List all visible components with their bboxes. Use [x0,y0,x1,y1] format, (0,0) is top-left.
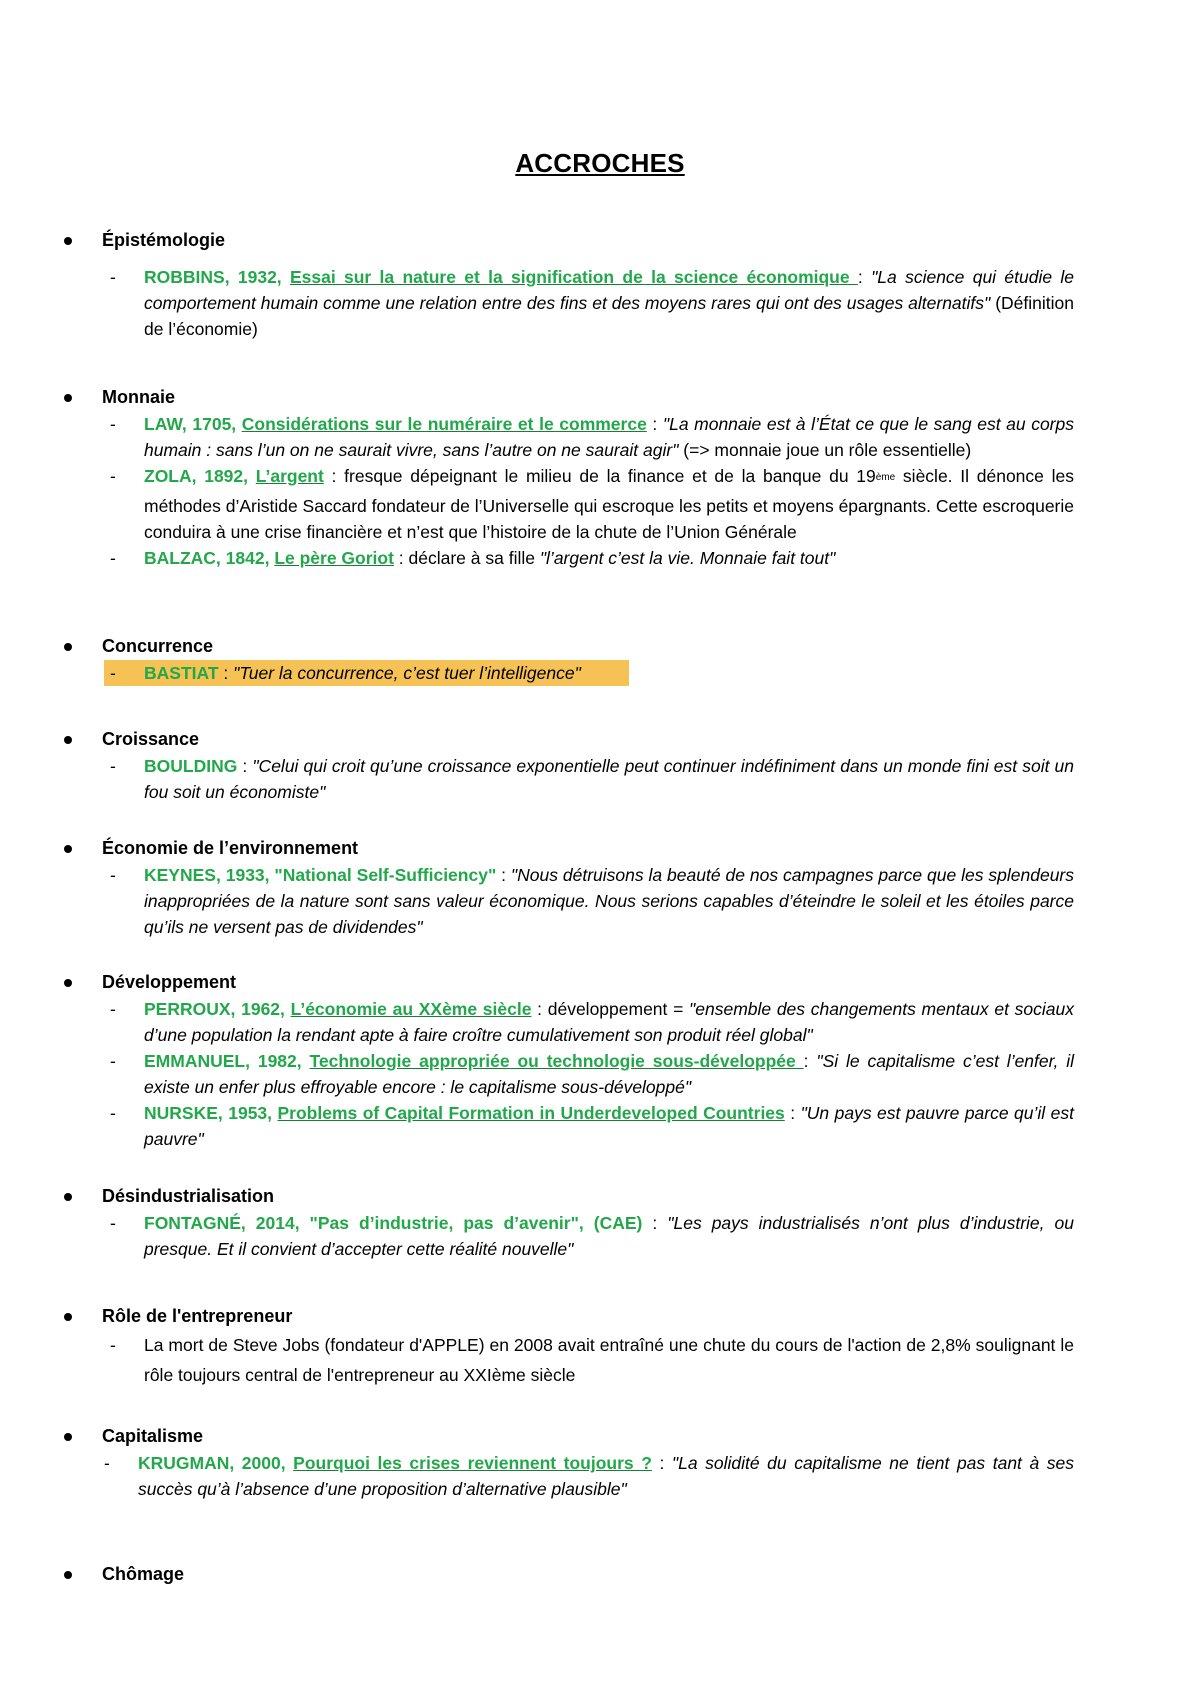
list-item [104,753,1074,805]
list-item [104,1048,1074,1100]
section-label: Capitalisme [102,1426,204,1446]
separator: : [857,267,872,287]
note: (Définition de l’économie) [144,293,1074,339]
work-title: Technologie appropriée ou technologie sous-développée [309,1051,804,1071]
work-title: Essai sur la nature et la signification de la science économique [289,267,858,287]
list-item [104,545,1074,571]
work-title: L’économie au XXème siècle [290,999,532,1019]
separator: : [237,756,253,776]
author: FONTAGNÉ, 2014, "Pas d’industrie, pas d’avenir", (CAE) [144,1213,643,1233]
bullet-icon [64,394,72,402]
quote: "Si le capitalisme c’est l’enfer, il existe un enfer plus effroyable encore : le capitalisme sous-développé" [144,1051,1075,1097]
dash-marker: - [110,466,116,486]
quote: "Un pays est pauvre parce qu’il est pauvre" [144,1103,1074,1149]
page-title: ACCROCHES [515,148,685,178]
section-developpement [64,970,1074,1152]
section-label: Monnaie [102,387,176,407]
list-item [104,862,1074,940]
description: : développement = [531,999,690,1019]
author: LAW, 1705, [144,414,242,434]
dash-marker: - [110,1051,116,1071]
section-environnement [64,836,1074,940]
section-concurrence [64,634,1074,686]
author: EMMANUEL, 1982, [144,1051,310,1071]
section-label: Concurrence [102,636,214,656]
description: La mort de Steve Jobs (fondateur d'APPLE) en 2008 avait entraîné une chute du cours de l'action de 2,8% soulignant le rôle toujours central de l'entrepreneur au XXIème siècle [144,1335,1074,1385]
dash-marker: - [110,1103,116,1123]
quote: "Nous détruisons la beauté de nos campagnes parce que les splendeurs inappropriées de la nature sont sans valeur économique. Nous serions capables d’éteindre le soleil et les étoiles parce qu’ils ne versent pas de dividendes" [144,865,1075,937]
dash-marker: - [110,1335,116,1355]
author: ROBBINS, 1932, [144,267,290,287]
note: (=> monnaie joue un rôle essentielle) [678,440,972,460]
quote: "ensemble des changements mentaux et sociaux d’une population la rendant apte à faire croître cumulativement son produit réel global" [144,999,1074,1045]
author: KEYNES, 1933, "National Self-Sufficiency" [144,865,497,885]
section-capitalisme [64,1424,1074,1502]
list-item [104,1330,1074,1390]
description: : déclare à sa fille [393,548,540,568]
dash-marker: - [110,414,116,434]
quote: "Tuer la concurrence, c’est tuer l’intelligence" [233,663,581,683]
section-label: Désindustrialisation [102,1186,275,1206]
bullet-icon [64,1433,72,1441]
work-title: Pourquoi les crises reviennent toujours ? [293,1453,652,1473]
section-chomage [64,1562,1074,1588]
section-croissance [64,727,1074,805]
author: KRUGMAN, 2000, [138,1453,294,1473]
bullet-icon [64,736,72,744]
bullet-icon [64,237,72,245]
work-title: L’argent [255,466,324,486]
author: PERROUX, 1962, [144,999,291,1019]
separator: : [218,663,234,683]
list-item [98,1450,1074,1502]
dash-marker: - [110,865,116,885]
bullet-icon [64,1193,72,1201]
quote: "Celui qui croit qu’une croissance exponentielle peut continuer indéfiniment dans un monde fini est soit un fou soit un économiste" [144,756,1074,802]
work-title: Problems of Capital Formation in Underdeveloped Countries [277,1103,785,1123]
work-title: Considérations sur le numéraire et le commerce [241,414,647,434]
section-label: Épistémologie [102,230,226,250]
quote: "La science qui étudie le comportement humain comme une relation entre des fins et des moyens rares qui ont des usages alternatifs" [144,267,1074,313]
separator: : [646,414,663,434]
section-desindustrialisation [64,1184,1074,1262]
dash-marker: - [110,756,116,776]
description: : fresque dépeignant le milieu de la finance et de la banque du 19 [323,466,876,486]
work-title: Le père Goriot [274,548,394,568]
quote: "l’argent c’est la vie. Monnaie fait tout" [539,548,836,568]
section-monnaie [64,385,1074,571]
author: NURSKE, 1953, [144,1103,278,1123]
quote: "La solidité du capitalisme ne tient pas tant à ses succès qu’à l’absence d’une proposition d’alternative plausible" [138,1453,1075,1499]
dash-marker: - [110,267,116,287]
separator: : [784,1103,801,1123]
description: siècle. Il dénonce les méthodes d’Aristide Saccard fondateur de l’Universelle qui escroque les petits et moyens épargnants. Cette escroquerie conduira à une crise financière et n’est que l’histoire de la chute de l’Union Générale [144,466,1074,542]
superscript: ème [875,472,896,483]
author: BALZAC, 1842, [144,548,275,568]
author: ZOLA, 1892, [144,466,256,486]
quote: "La monnaie est à l’État ce que le sang est au corps humain : sans l’un on ne saurait vivre, sans l’autre on ne saurait agir" [144,414,1074,460]
section-entrepreneur [64,1304,1074,1390]
list-item [104,264,1074,342]
bullet-icon [64,845,72,853]
dash-marker: - [110,663,116,683]
list-item [104,1210,1074,1262]
list-item [104,411,1074,463]
author: BOULDING [144,756,238,776]
list-item [104,463,1074,545]
dash-marker: - [104,1453,110,1473]
quote: "Les pays industrialisés n’ont plus d’industrie, ou presque. Et il convient d’accepter cette réalité nouvelle" [144,1213,1075,1259]
list-item [104,660,1074,686]
section-label: Chômage [102,1564,185,1584]
bullet-icon [64,1313,72,1321]
section-epistemologie [64,228,1074,342]
section-label: Rôle de l'entrepreneur [102,1306,293,1326]
list-item [104,996,1074,1048]
bullet-icon [64,979,72,987]
separator: : [642,1213,668,1233]
dash-marker: - [110,1213,116,1233]
bullet-icon [64,643,72,651]
dash-marker: - [110,548,116,568]
author: BASTIAT [144,663,219,683]
section-label: Développement [102,972,237,992]
dash-marker: - [110,999,116,1019]
section-label: Économie de l’environnement [102,838,359,858]
list-item [104,1100,1074,1152]
bullet-icon [64,1571,72,1579]
section-label: Croissance [102,729,200,749]
separator: : [496,865,511,885]
separator: : [803,1051,817,1071]
separator: : [651,1453,672,1473]
